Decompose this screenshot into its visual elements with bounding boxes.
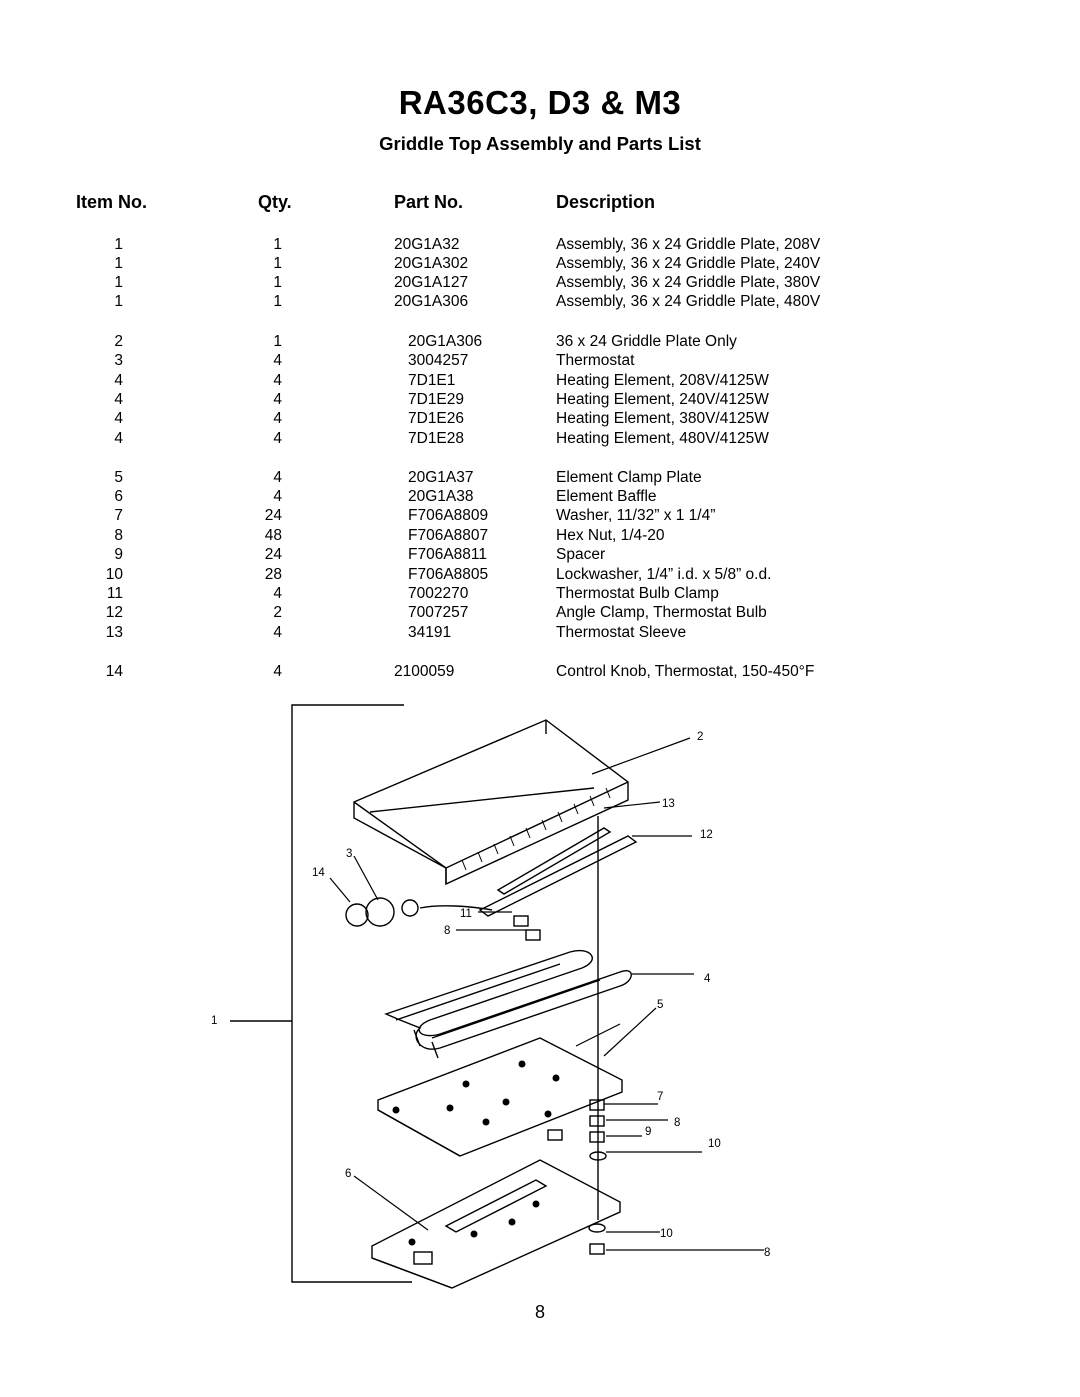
cell-qty: 1 — [273, 274, 282, 291]
table-row — [0, 585, 1080, 605]
cell-item-no: 13 — [105, 624, 123, 641]
callout-14: 14 — [312, 867, 325, 879]
callout-11: 11 — [460, 908, 472, 920]
page-subtitle: Griddle Top Assembly and Parts List — [379, 133, 701, 154]
cell-item-no: 4 — [114, 372, 123, 389]
callout-8-mid: 8 — [674, 1117, 681, 1129]
callout-6: 6 — [345, 1168, 352, 1180]
cell-item-no: 2 — [114, 333, 123, 350]
table-row — [0, 663, 1080, 683]
cell-description: Angle Clamp, Thermostat Bulb — [556, 604, 767, 621]
cell-part-no: 20G1A32 — [394, 236, 460, 253]
cell-description: Washer, 11/32” x 1 1/4” — [556, 507, 716, 524]
cell-item-no: 1 — [114, 255, 123, 272]
column-header-qty: Qty. — [258, 192, 292, 212]
table-row — [0, 430, 1080, 450]
cell-part-no: F706A8811 — [408, 546, 487, 563]
cell-description: Assembly, 36 x 24 Griddle Plate, 208V — [556, 236, 821, 253]
cell-qty: 4 — [273, 663, 282, 680]
cell-part-no: 7D1E29 — [408, 391, 465, 408]
cell-description: Control Knob, Thermostat, 150-450°F — [556, 663, 815, 680]
cell-qty: 1 — [273, 236, 282, 253]
cell-qty: 1 — [273, 333, 282, 350]
table-row — [0, 604, 1080, 624]
callout-2: 2 — [697, 731, 704, 743]
cell-part-no: F706A8807 — [408, 527, 489, 544]
cell-part-no: 2100059 — [394, 663, 455, 680]
table-row — [0, 410, 1080, 430]
cell-item-no: 8 — [114, 527, 123, 544]
callout-5: 5 — [657, 999, 664, 1011]
table-row — [0, 255, 1080, 275]
callout-8-lower: 8 — [764, 1247, 771, 1259]
cell-description: Heating Element, 240V/4125W — [556, 391, 769, 408]
cell-qty: 48 — [264, 527, 282, 544]
cell-qty: 4 — [273, 624, 282, 641]
cell-item-no: 1 — [114, 236, 123, 253]
cell-part-no: 20G1A127 — [394, 274, 469, 291]
cell-description: Heating Element, 208V/4125W — [556, 372, 769, 389]
cell-item-no: 5 — [114, 469, 123, 486]
cell-description: Assembly, 36 x 24 Griddle Plate, 240V — [556, 255, 821, 272]
cell-item-no: 6 — [114, 488, 123, 505]
cell-item-no: 3 — [114, 352, 123, 369]
cell-part-no: 20G1A306 — [394, 293, 469, 310]
table-row — [0, 566, 1080, 586]
cell-item-no: 12 — [105, 604, 123, 621]
cell-part-no: 7002270 — [408, 585, 469, 602]
cell-item-no: 10 — [105, 566, 123, 583]
column-header-item-no: Item No. — [76, 192, 148, 212]
column-header-part-no: Part No. — [394, 192, 464, 212]
table-row — [0, 546, 1080, 566]
cell-item-no: 11 — [106, 585, 123, 602]
cell-qty: 4 — [273, 410, 282, 427]
table-row — [0, 469, 1080, 489]
cell-description: Thermostat Sleeve — [556, 624, 687, 641]
callout-13: 13 — [662, 798, 675, 810]
cell-qty: 28 — [264, 566, 282, 583]
table-row — [0, 488, 1080, 508]
cell-description: Assembly, 36 x 24 Griddle Plate, 480V — [556, 293, 821, 310]
cell-item-no: 4 — [114, 391, 123, 408]
table-row — [0, 293, 1080, 313]
cell-description: Lockwasher, 1/4” i.d. x 5/8” o.d. — [556, 566, 772, 583]
cell-item-no: 14 — [105, 663, 123, 680]
callout-12: 12 — [700, 829, 713, 841]
cell-qty: 4 — [273, 372, 282, 389]
callout-8-upper: 8 — [444, 925, 451, 937]
cell-part-no: 7007257 — [408, 604, 469, 621]
cell-qty: 24 — [264, 546, 282, 563]
cell-part-no: 7D1E26 — [408, 410, 465, 427]
cell-item-no: 9 — [114, 546, 123, 563]
table-row — [0, 527, 1080, 547]
cell-item-no: 4 — [114, 410, 123, 427]
table-row — [0, 391, 1080, 411]
table-row — [0, 333, 1080, 353]
callout-9: 9 — [645, 1126, 652, 1138]
table-row — [0, 624, 1080, 644]
cell-description: Assembly, 36 x 24 Griddle Plate, 380V — [556, 274, 821, 291]
cell-qty: 4 — [273, 391, 282, 408]
cell-part-no: 3004257 — [408, 352, 469, 369]
cell-item-no: 4 — [114, 430, 123, 447]
cell-description: Heating Element, 380V/4125W — [556, 410, 769, 427]
callout-3: 3 — [346, 848, 353, 860]
cell-qty: 4 — [273, 352, 282, 369]
cell-description: Element Baffle — [556, 488, 657, 505]
table-row — [0, 507, 1080, 527]
cell-qty: 24 — [264, 507, 282, 524]
cell-part-no: F706A8805 — [408, 566, 489, 583]
cell-description: 36 x 24 Griddle Plate Only — [556, 333, 737, 350]
cell-description: Spacer — [556, 546, 606, 563]
cell-qty: 4 — [273, 469, 282, 486]
cell-part-no: 20G1A302 — [394, 255, 469, 272]
callout-10-lower: 10 — [660, 1228, 673, 1240]
page-number: 8 — [534, 1302, 545, 1322]
cell-part-no: 20G1A306 — [408, 333, 483, 350]
cell-item-no: 7 — [114, 507, 123, 524]
cell-qty: 2 — [273, 604, 282, 621]
cell-item-no: 1 — [114, 293, 123, 310]
cell-qty: 1 — [273, 293, 282, 310]
cell-qty: 4 — [273, 430, 282, 447]
cell-part-no: 20G1A38 — [408, 488, 474, 505]
cell-part-no: 7D1E28 — [408, 430, 465, 447]
cell-qty: 4 — [273, 585, 282, 602]
cell-description: Thermostat Bulb Clamp — [556, 585, 719, 602]
cell-part-no: F706A8809 — [408, 507, 489, 524]
cell-item-no: 1 — [114, 274, 123, 291]
callout-10-upper: 10 — [708, 1138, 721, 1150]
cell-description: Thermostat — [556, 352, 635, 369]
table-row — [0, 274, 1080, 294]
griddle-exploded-diagram — [0, 690, 1080, 1290]
cell-part-no: 34191 — [408, 624, 452, 641]
table-row — [0, 236, 1080, 256]
cell-part-no: 7D1E1 — [408, 372, 456, 389]
callout-1: 1 — [211, 1015, 218, 1027]
page-title: RA36C3, D3 & M3 — [398, 84, 682, 121]
cell-description: Hex Nut, 1/4-20 — [556, 527, 665, 544]
cell-description: Heating Element, 480V/4125W — [556, 430, 769, 447]
cell-description: Element Clamp Plate — [556, 469, 702, 486]
column-header-description: Description — [556, 192, 656, 212]
table-row — [0, 372, 1080, 392]
callout-4: 4 — [704, 973, 711, 985]
cell-qty: 1 — [273, 255, 282, 272]
table-row — [0, 352, 1080, 372]
cell-part-no: 20G1A37 — [408, 469, 474, 486]
cell-qty: 4 — [273, 488, 282, 505]
callout-7: 7 — [657, 1091, 664, 1103]
